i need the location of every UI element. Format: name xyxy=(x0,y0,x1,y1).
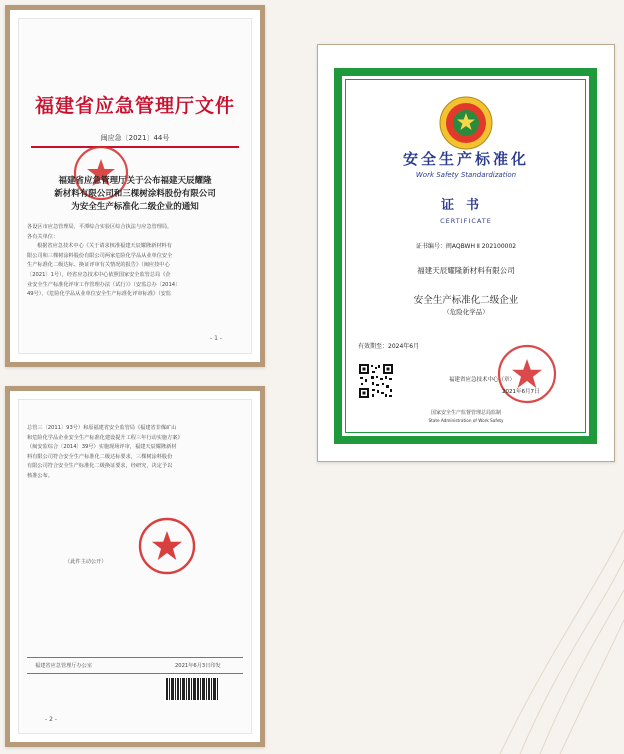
document-page-1-content xyxy=(5,5,265,367)
safety-emblem-icon xyxy=(438,95,494,151)
certificate-category: （危险化学品） xyxy=(443,308,489,316)
page-number: - 1 - xyxy=(210,335,222,342)
footer-top-line xyxy=(27,657,243,658)
footer-bottom-line xyxy=(27,673,243,674)
body-line: 业安全生产标准化评审工作管理办法（试行）》（安监总办〔2014〕 xyxy=(27,281,181,288)
body-line: 生产标准化二级达标、换证评审有关情况的报告》（闽应技中心 xyxy=(27,262,170,269)
document-page-2-content xyxy=(5,386,265,747)
footer-office: 福建省应急管理厅办公室 xyxy=(35,663,93,669)
footer-issue-date: 2021年6月3日印发 xyxy=(175,663,221,669)
notice-title-line: 为安全生产标准化二级企业的通知 xyxy=(71,202,199,212)
company-name: 福建天辰耀隆新材料有限公司 xyxy=(417,266,515,275)
body-line: 限公司和三棵树涂料股份有限公司两家危险化学品从业单位安全 xyxy=(27,252,173,259)
body-line: 料有限公司符合安全生产标准化二级达标要求，三棵树涂料股份 xyxy=(27,453,173,460)
body-line: 和危险化学品企业安全生产标准化建设提升工程三年行动实施方案》 xyxy=(27,434,183,441)
body-line: （闽安监综合〔2014〕39号）实施现场评审，福建天辰耀隆新材 xyxy=(27,444,177,451)
certificate-label: 证书 xyxy=(440,198,491,213)
body-line: 各设区市应急管理局，平潭综合实验区综合执法与应急管理局， xyxy=(27,224,173,230)
certificate-number: 证书编号：闽AQBWH Ⅱ 202100002 xyxy=(415,243,517,250)
page-number: - 2 - xyxy=(45,716,57,723)
document-body xyxy=(27,424,243,482)
certificate-title-en: Work Safety Standardization xyxy=(415,171,517,179)
qr-code-icon xyxy=(358,363,394,399)
issuer-red-seal-icon xyxy=(496,343,558,405)
certificate-issuer: 福建省应急技术中心（章） xyxy=(449,377,516,383)
certificate-label-en: CERTIFICATE xyxy=(440,217,492,225)
certificate-title: 安全生产标准化 xyxy=(402,150,529,168)
certificate-level: 安全生产标准化二级企业 xyxy=(413,295,519,306)
notice-title-line: 新材料有限公司和三棵树涂料股份有限公司 xyxy=(54,189,216,199)
barcode-icon xyxy=(164,676,220,702)
document-body xyxy=(27,223,243,300)
notice-title-line: 福建省应急管理厅关于公布福建天辰耀隆 xyxy=(58,176,212,186)
body-line: 〔2021〕1号），经省应急技术中心依照国家安全监管总局《企 xyxy=(27,271,171,278)
valid-until: 有效期至：2024年6月 xyxy=(358,343,420,350)
body-line: 根据省应急技术中心《关于请求核准福建天辰耀隆新材料有 xyxy=(37,243,172,250)
body-line: 有限公司符合安全生产标准化二级换证要求，经研究，决定予以 xyxy=(27,463,173,470)
notice-title xyxy=(27,175,243,214)
publicity-note: （此件主动公开） xyxy=(65,559,107,565)
supervisor-en: State Administration of Work Safety xyxy=(428,418,504,423)
document-header-title: 福建省应急管理厅文件 xyxy=(34,95,235,117)
body-line: 49号）、《危险化学品从业单位安全生产标准化评审标准》（安监 xyxy=(27,291,172,298)
certificate-issue-date: 2021年6月7日 xyxy=(502,389,540,395)
supervisor-zh: 国家安全生产监督管理总局监制 xyxy=(430,410,501,416)
body-line: 核准公布。 xyxy=(27,472,53,479)
body-line: 各有关单位： xyxy=(27,233,59,240)
red-divider-line xyxy=(31,146,239,148)
certificate-card xyxy=(317,44,615,462)
document-number: 闽应急〔2021〕44号 xyxy=(100,134,170,142)
body-line: 总管三〔2011〕93号）和原福建省安全监管局《福建省非煤矿山 xyxy=(27,425,177,431)
